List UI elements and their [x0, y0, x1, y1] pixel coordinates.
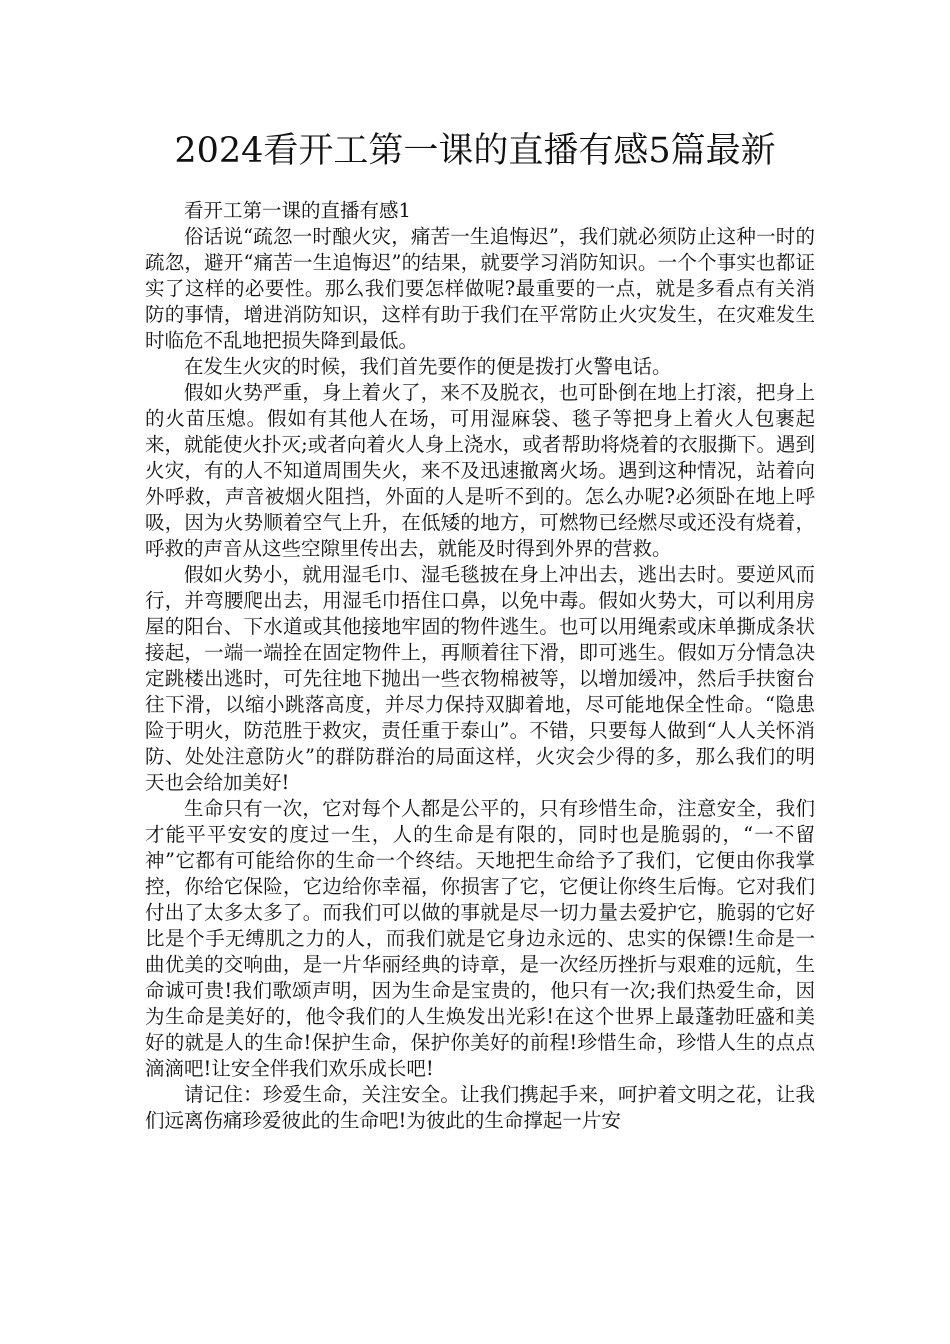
section-heading: 看开工第一课的直播有感1: [184, 199, 411, 222]
paragraph-1: 俗话说“疏忽一时酿火灾，痛苦一生追悔迟”，我们就必须防止这种一时的疏忽，避开“痛苦一生追悔迟”的结果，就要学习消防知识。一个个事实也都证实了这样的必要性。那么我们要怎样做呢?最重要的一点，就是多看点有关消防的事情，增进消防知识，这样有助于我们在平常防止火灾发生，在灾难发生时临危不乱地把损失降到最低。: [145, 225, 815, 352]
paragraph-4: 假如火势小，就用湿毛巾、湿毛毯披在身上冲出去，逃出去时。要逆风而行，并弯腰爬出去，用湿毛巾捂住口鼻，以免中毒。假如火势大，可以利用房屋的阳台、下水道或其他接地牢固的物件逃生。也可以用绳索或床单撕成条状接起，一端一端拴在固定物件上，再顺着往下滑，即可逃生。假如万分情急决定跳楼出逃时，可先往地下抛出一些衣物棉被等，以增加缓冲，然后手扶窗台往下滑，以缩小跳落高度，并尽力保持双脚着地，尽可能地保全性命。“隐患险于明火，防范胜于救灾，责任重于泰山”。不错，只要每人做到“人人关怀消防、处处注意防火”的群防群治的局面这样，火灾会少得的多，那么我们的明天也会给加美好!: [145, 563, 815, 794]
paragraph-5: 生命只有一次，它对每个人都是公平的，只有珍惜生命，注意安全，我们才能平平安安的度过一生，人的生命是有限的，同时也是脆弱的，“一不留神”它都有可能给你的生命一个终结。天地把生命给予了我们，它便由你我掌控，你给它保险，它边给你幸福，你损害了它，它便让你终生后悔。它对我们付出了太多太多了。而我们可以做的事就是尽一切力量去爱护它，脆弱的它好比是个手无缚肌之力的人，而我们就是它身边永远的、忠实的保镖!生命是一曲优美的交响曲，是一片华丽经典的诗章，是一次经历挫折与艰难的远航，生命诚可贵!我们歌颂声明，因为生命是宝贵的，他只有一次;我们热爱生命，因为生命是美好的，他令我们的人生焕发出光彩!在这个世界上最蓬勃旺盛和美好的就是人的生命!保护生命，保护你美好的前程!珍惜生命，珍惜人生的点点滴滴吧!让安全伴我们欢乐成长吧!: [145, 797, 815, 1080]
document-title: 2024看开工第一课的直播有感5篇最新: [174, 131, 776, 171]
paragraph-3: 假如火势严重，身上着火了，来不及脱衣，也可卧倒在地上打滚，把身上的火苗压熄。假如有其他人在场，可用湿麻袋、毯子等把身上着火人包裹起来，就能使火扑灭;或者向着火人身上浇水，或者帮助将烧着的衣服撕下。遇到火灾，有的人不知道周围失火，来不及迅速撤离火场。遇到这种情况，站着向外呼救，声音被烟火阻挡，外面的人是听不到的。怎么办呢?必须卧在地上呼吸，因为火势顺着空气上升，在低矮的地方，可燃物已经燃尽或还没有烧着，呼救的声音从这些空隙里传出去，就能及时得到外界的营救。: [145, 381, 815, 560]
paragraph-2: 在发生火灾的时候，我们首先要作的便是拨打火警电话。: [184, 355, 672, 378]
paragraph-6: 请记住：珍爱生命，关注安全。让我们携起手来，呵护着文明之花，让我们远离伤痛珍爱彼此的生命吧!为彼此的生命撑起一片安: [145, 1083, 815, 1132]
document-body: [145, 198, 815, 1134]
